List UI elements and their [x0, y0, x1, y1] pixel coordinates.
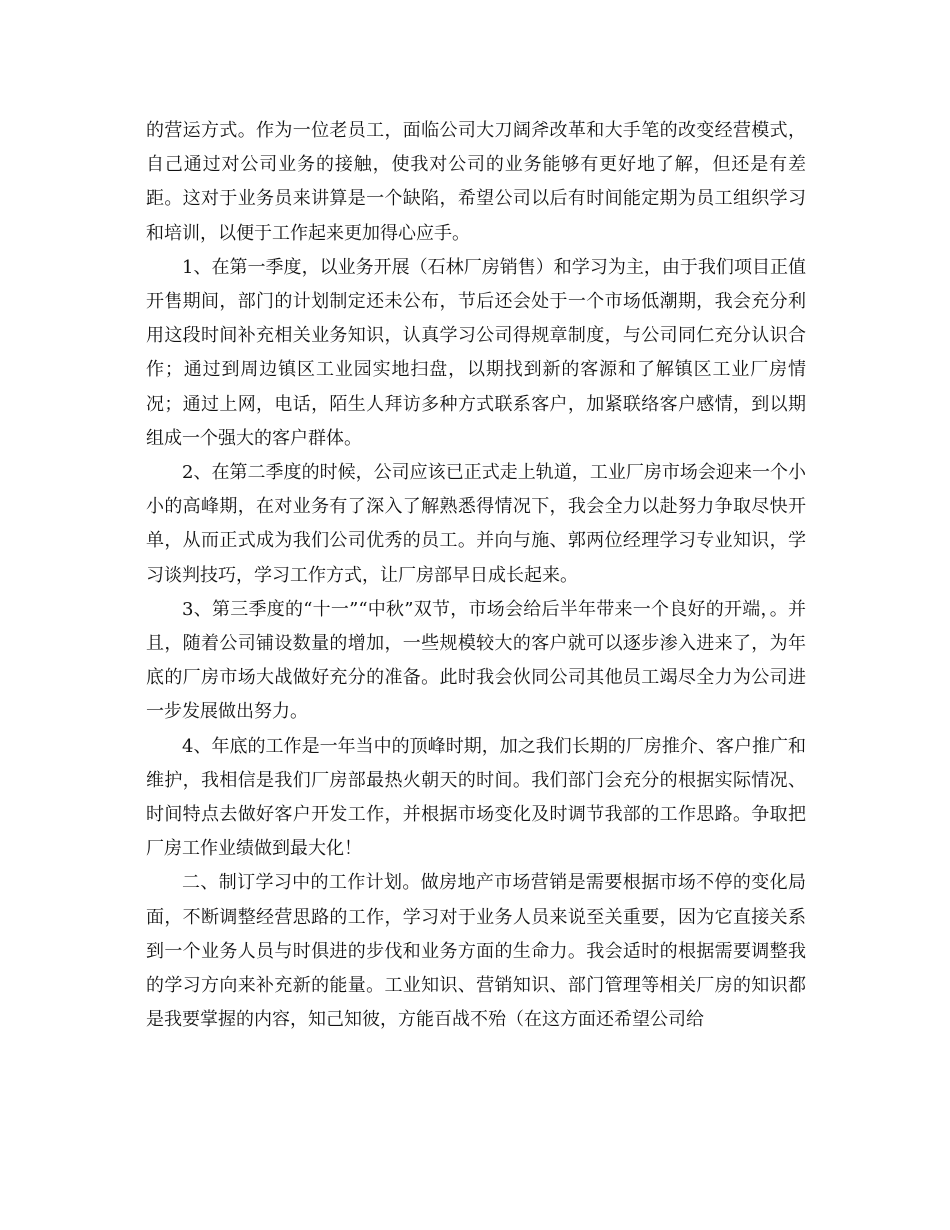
paragraph-third-quarter: 3、第三季度的“十一”“中秋”双节，市场会给后半年带来一个良好的开端，。并且，随着公司铺设数量的增加，一些规模较大的客户就可以逐步渗入进来了，为年底的厂房市场大战做好充分的准备。此时我会伙同公司其他员工竭尽全力为公司进一步发展做出努力。: [146, 598, 806, 723]
paragraph-study-plan: 二、制订学习中的工作计划。做房地产市场营销是需要根据市场不停的变化局面，不断调整经营思路的工作，学习对于业务人员来说至关重要，因为它直接关系到一个业务人员与时俱进的步伐和业务方面的生命力。我会适时的根据需要调整我的学习方向来补充新的能量。工业知识、营销知识、部门管理等相关厂房的知识都是我要掌握的内容，知己知彼，方能百战不殆（在这方面还希望公司给: [146, 872, 806, 1031]
document-body: [146, 114, 806, 1037]
paragraph-first-quarter: 1、在第一季度，以业务开展（石林厂房销售）和学习为主，由于我们项目正值开售期间，部门的计划制定还未公布，节后还会处于一个市场低潮期，我会充分利用这段时间补充相关业务知识，认真学习公司得规章制度，与公司同仁充分认识合作；通过到周边镇区工业园实地扫盘，以期找到新的客源和了解镇区工业厂房情况；通过上网，电话，陌生人拜访多种方式联系客户，加紧联络客户感情，到以期组成一个强大的客户群体。: [146, 256, 806, 449]
paragraph-second-quarter: 2、在第二季度的时候，公司应该已正式走上轨道，工业厂房市场会迎来一个小小的高峰期，在对业务有了深入了解熟悉得情况下，我会全力以赴努力争取尽快开单，从而正式成为我们公司优秀的员工。并向与施、郭两位经理学习专业知识，学习谈判技巧，学习工作方式，让厂房部早日成长起来。: [146, 462, 806, 586]
paragraph-intro-continuation: 的营运方式。作为一位老员工，面临公司大刀阔斧改革和大手笔的改变经营模式，自己通过对公司业务的接触，使我对公司的业务能够有更好地了解，但还是有差距。这对于业务员来讲算是一个缺陷，希望公司以后有时间能定期为员工组织学习和培训，以便于工作起来更加得心应手。: [146, 120, 806, 244]
paragraph-year-end: 4、年底的工作是一年当中的顶峰时期，加之我们长期的厂房推介、客户推广和维护，我相信是我们厂房部最热火朝天的时间。我们部门会充分的根据实际情况、时间特点去做好客户开发工作，并根据市场变化及时调节我部的工作思路。争取把厂房工作业绩做到最大化！: [146, 735, 806, 860]
